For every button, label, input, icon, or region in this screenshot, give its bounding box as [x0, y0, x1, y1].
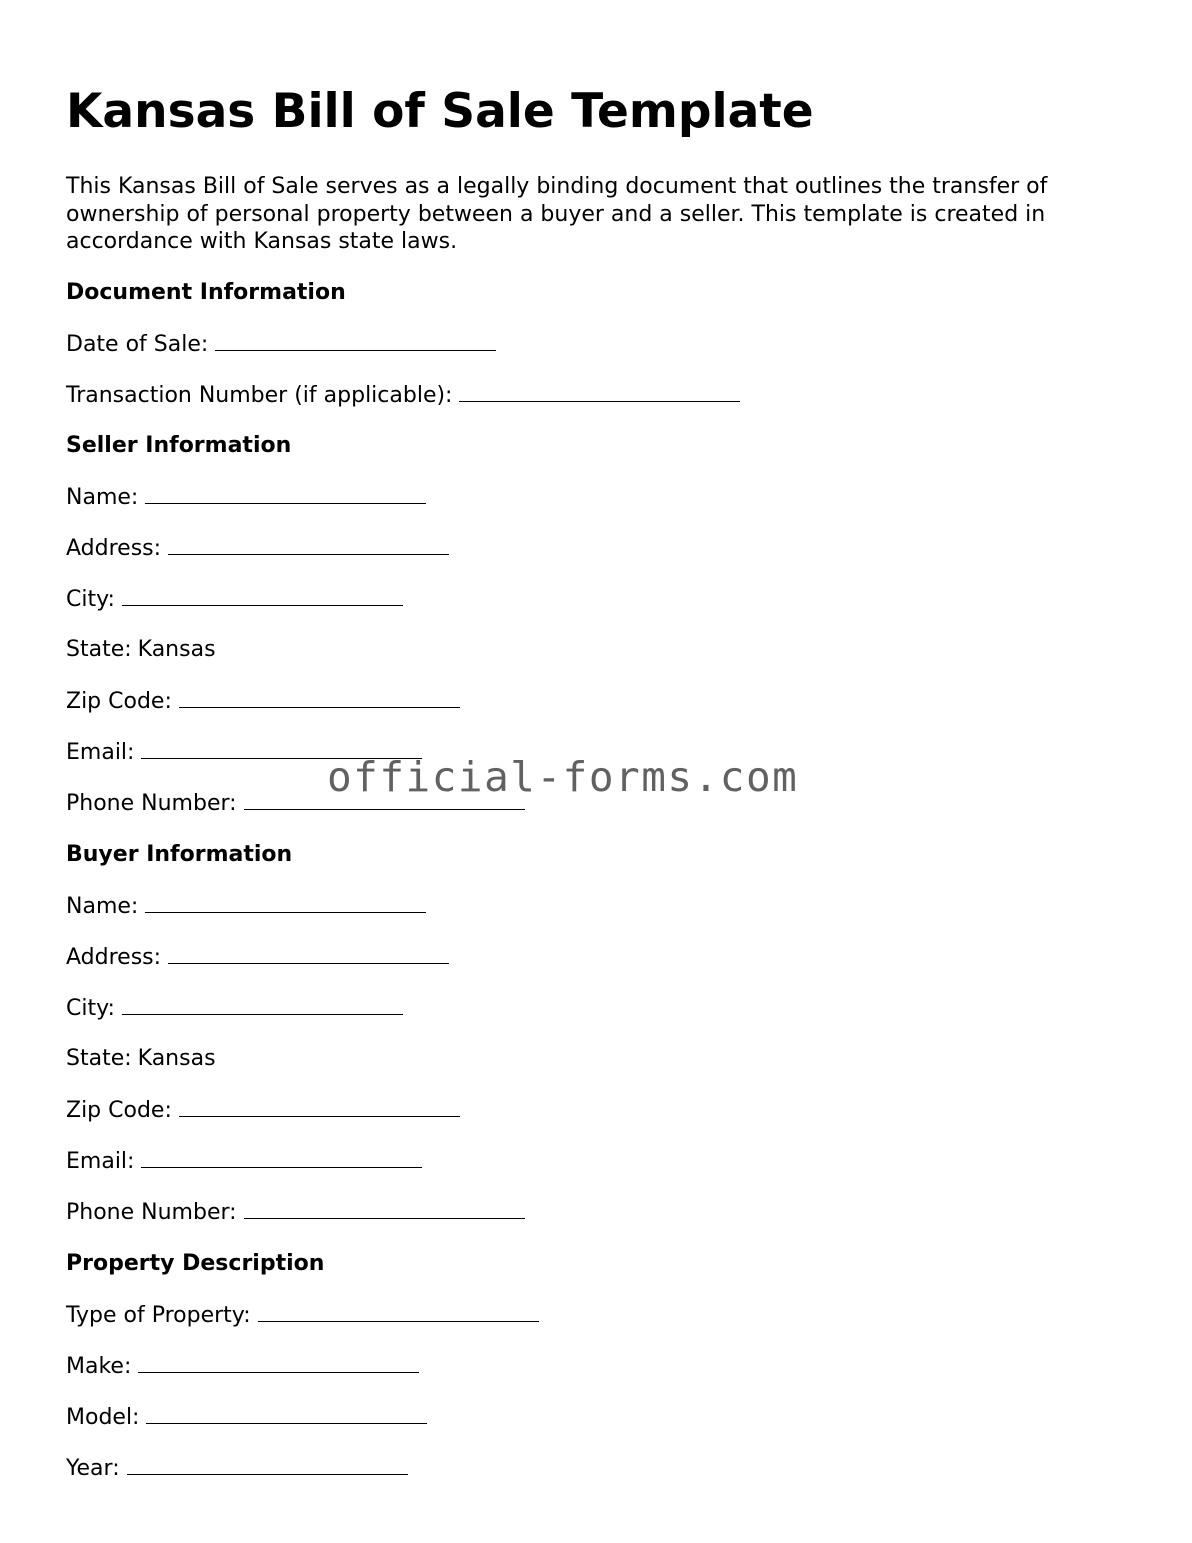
seller-city-field	[66, 585, 403, 614]
seller-name-label: Name:	[66, 485, 139, 510]
buyer-info-heading: Buyer Information	[66, 842, 293, 867]
property-make-label: Make:	[66, 1354, 132, 1379]
buyer-phone-field	[66, 1198, 525, 1227]
property-model-label: Model:	[66, 1405, 140, 1430]
seller-name-blank[interactable]	[145, 483, 426, 504]
buyer-state-label: State:	[66, 1046, 132, 1071]
buyer-email-field	[66, 1147, 422, 1176]
seller-zip-blank[interactable]	[179, 687, 460, 708]
property-make-blank[interactable]	[138, 1352, 419, 1373]
seller-state-label: State:	[66, 637, 132, 662]
buyer-address-blank[interactable]	[168, 943, 449, 964]
property-type-blank[interactable]	[258, 1301, 539, 1322]
buyer-city-field	[66, 994, 403, 1023]
property-year-label: Year:	[66, 1456, 120, 1481]
buyer-phone-label: Phone Number:	[66, 1200, 237, 1225]
seller-address-label: Address:	[66, 536, 162, 561]
property-model-field	[66, 1403, 427, 1432]
seller-city-blank[interactable]	[122, 585, 403, 606]
buyer-city-label: City:	[66, 996, 115, 1021]
buyer-name-label: Name:	[66, 894, 139, 919]
property-make-field	[66, 1352, 419, 1381]
seller-city-label: City:	[66, 587, 115, 612]
buyer-name-blank[interactable]	[145, 892, 426, 913]
watermark: official-forms.com	[327, 753, 799, 801]
seller-address-field	[66, 534, 449, 563]
page-title: Kansas Bill of Sale Template	[66, 84, 814, 139]
property-type-field	[66, 1301, 539, 1330]
buyer-email-blank[interactable]	[141, 1147, 422, 1168]
transaction-number-field	[66, 381, 740, 410]
date-of-sale-field	[66, 330, 496, 359]
property-model-blank[interactable]	[146, 1403, 427, 1424]
document-info-heading: Document Information	[66, 280, 346, 305]
seller-name-field	[66, 483, 426, 512]
transaction-number-label: Transaction Number (if applicable):	[66, 383, 453, 408]
buyer-state-field	[66, 1045, 216, 1073]
seller-zip-label: Zip Code:	[66, 689, 172, 714]
buyer-zip-label: Zip Code:	[66, 1098, 172, 1123]
buyer-phone-blank[interactable]	[244, 1198, 525, 1219]
buyer-address-field	[66, 943, 449, 972]
buyer-city-blank[interactable]	[122, 994, 403, 1015]
buyer-name-field	[66, 892, 426, 921]
seller-address-blank[interactable]	[168, 534, 449, 555]
buyer-email-label: Email:	[66, 1149, 135, 1174]
seller-info-heading: Seller Information	[66, 433, 292, 458]
seller-state-value: Kansas	[137, 637, 216, 662]
intro-paragraph: This Kansas Bill of Sale serves as a legally binding document that outlines the transfer of ownership of personal property between a buyer and a seller. This template is created in accordance with Kansas state laws.	[66, 174, 1048, 254]
seller-zip-field	[66, 687, 460, 716]
property-type-label: Type of Property:	[66, 1303, 251, 1328]
seller-state-field	[66, 636, 216, 664]
seller-phone-label: Phone Number:	[66, 791, 237, 816]
buyer-address-label: Address:	[66, 945, 162, 970]
property-description-heading: Property Description	[66, 1251, 325, 1276]
buyer-state-value: Kansas	[137, 1046, 216, 1071]
buyer-zip-field	[66, 1096, 460, 1125]
date-of-sale-label: Date of Sale:	[66, 332, 209, 357]
property-year-blank[interactable]	[127, 1454, 408, 1475]
buyer-zip-blank[interactable]	[179, 1096, 460, 1117]
property-year-field	[66, 1454, 408, 1483]
date-of-sale-blank[interactable]	[215, 330, 496, 351]
transaction-number-blank[interactable]	[459, 381, 740, 402]
seller-email-label: Email:	[66, 740, 135, 765]
